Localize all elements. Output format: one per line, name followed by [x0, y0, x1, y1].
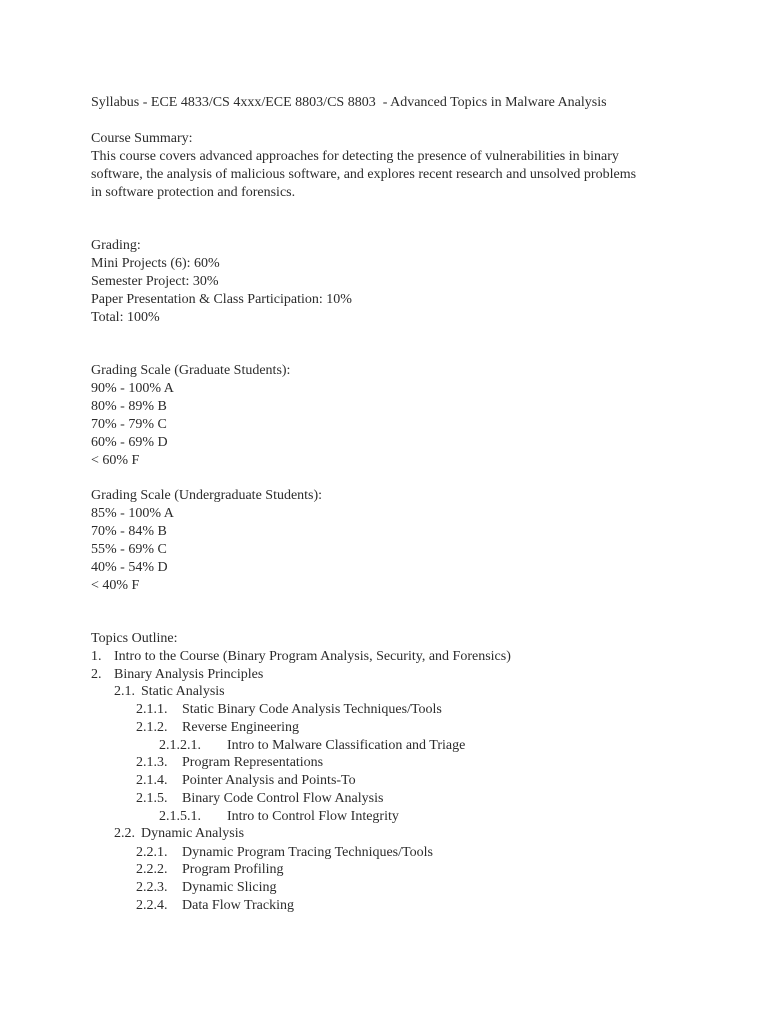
grad-scale-item: 90% - 100% A — [91, 381, 174, 396]
undergrad-scale-item: 40% - 54% D — [91, 560, 168, 575]
topic-text: Dynamic Analysis — [141, 826, 245, 841]
topic-number: 2.2.1. — [136, 845, 168, 860]
grading-item: Mini Projects (6): 60% — [91, 256, 220, 271]
topic-number: 2.2.4. — [136, 898, 168, 913]
topic-text: Intro to the Course (Binary Program Analysis, Security, and Forensics) — [114, 649, 511, 664]
topic-text: Static Binary Code Analysis Techniques/Tools — [182, 702, 442, 717]
topic-text: Reverse Engineering — [182, 720, 300, 735]
grading-item: Semester Project: 30% — [91, 274, 219, 289]
topic-number: 2.1.3. — [136, 755, 168, 770]
topic-text: Pointer Analysis and Points-To — [182, 773, 356, 788]
topic-number: 2. — [91, 667, 102, 682]
grading-item: Paper Presentation & Class Participation: 10% — [91, 292, 352, 307]
topic-text: Dynamic Program Tracing Techniques/Tools — [182, 845, 433, 860]
topic-number: 2.1.1. — [136, 702, 168, 717]
grad-scale-item: < 60% F — [91, 453, 140, 468]
topic-text: Intro to Malware Classification and Triage — [227, 738, 466, 753]
topic-text: Program Profiling — [182, 862, 284, 877]
topic-number: 2.1. — [114, 684, 135, 699]
topic-number: 2.2.2. — [136, 862, 168, 877]
topic-number: 2.2. — [114, 826, 135, 841]
document-title: Syllabus - ECE 4833/CS 4xxx/ECE 8803/CS 8803 - Advanced Topics in Malware Analysis — [91, 95, 607, 110]
grading-total: Total: 100% — [91, 310, 160, 325]
grad-scale-item: 60% - 69% D — [91, 435, 168, 450]
grad-scale-item: 80% - 89% B — [91, 399, 167, 414]
undergrad-scale-item: 55% - 69% C — [91, 542, 167, 557]
topics-heading: Topics Outline: — [91, 631, 178, 646]
grading-heading: Grading: — [91, 238, 141, 253]
topic-number: 2.2.3. — [136, 880, 168, 895]
topic-number: 2.1.2. — [136, 720, 168, 735]
undergrad-scale-heading: Grading Scale (Undergraduate Students): — [91, 488, 323, 503]
topic-text: Dynamic Slicing — [182, 880, 277, 895]
undergrad-scale-item: 70% - 84% B — [91, 524, 167, 539]
topic-number: 2.1.4. — [136, 773, 168, 788]
course-summary-line: This course covers advanced approaches for detecting the presence of vulnerabilities in binary — [91, 149, 619, 164]
course-summary-line: software, the analysis of malicious software, and explores recent research and unsolved problems — [91, 167, 637, 182]
topic-number: 2.1.5.1. — [159, 809, 201, 824]
topic-text: Program Representations — [182, 755, 324, 770]
topic-text: Binary Code Control Flow Analysis — [182, 791, 384, 806]
topic-text: Data Flow Tracking — [182, 898, 294, 913]
grad-scale-heading: Grading Scale (Graduate Students): — [91, 363, 291, 378]
topic-text: Static Analysis — [141, 684, 225, 699]
topic-number: 1. — [91, 649, 102, 664]
undergrad-scale-item: < 40% F — [91, 578, 140, 593]
course-summary-heading: Course Summary: — [91, 131, 193, 146]
topic-number: 2.1.5. — [136, 791, 168, 806]
topic-number: 2.1.2.1. — [159, 738, 201, 753]
grad-scale-item: 70% - 79% C — [91, 417, 167, 432]
course-summary-line: in software protection and forensics. — [91, 185, 296, 200]
undergrad-scale-item: 85% - 100% A — [91, 506, 174, 521]
topic-text: Binary Analysis Principles — [114, 667, 264, 682]
topic-text: Intro to Control Flow Integrity — [227, 809, 399, 824]
